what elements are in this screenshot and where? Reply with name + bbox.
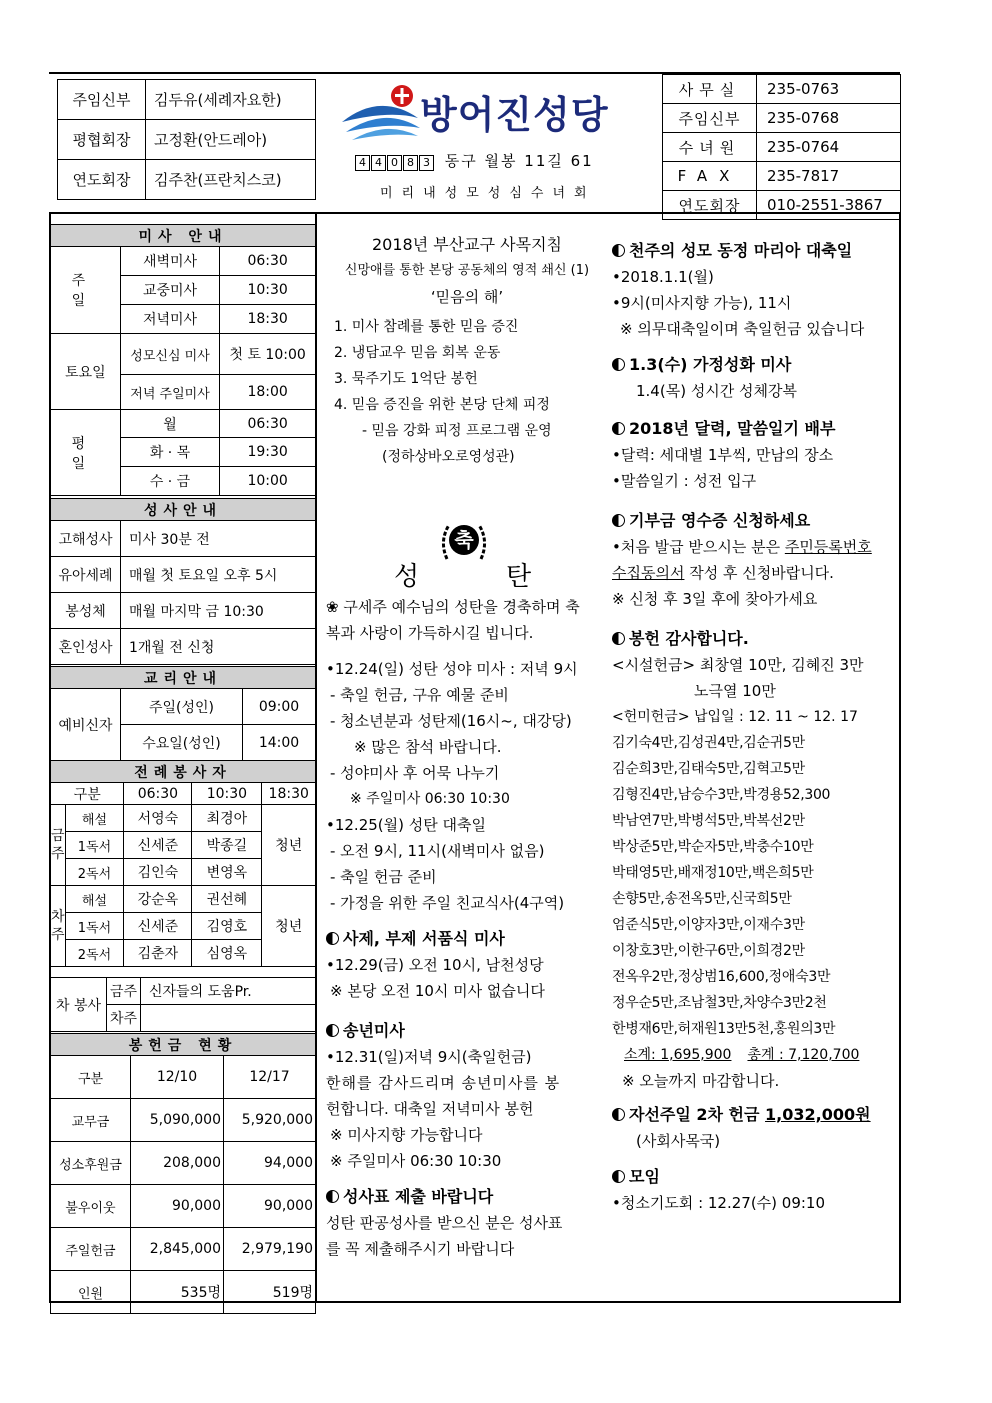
mass-time: 06:30 (220, 410, 316, 438)
offering-item: 교무금 (51, 1099, 131, 1142)
mary-line: •2018.1.1(월) (612, 268, 714, 286)
eve-line: - 청소년분과 성탄제(16시~, 대강당) (330, 712, 572, 730)
catechism-label: 예비신자 (51, 689, 121, 761)
mass-name: 저녁미사 (120, 305, 220, 334)
offering-value: 2,979,190 (224, 1228, 316, 1271)
sacrament-name: 혼인성사 (51, 629, 121, 665)
half-circle-icon (612, 358, 625, 371)
eve-line: •12.24(일) 성탄 성야 미사 : 저녁 9시 (326, 660, 578, 678)
half-circle-icon (326, 932, 339, 945)
donor-line: 김기숙4만,김성권4만,김순귀5만 (612, 735, 805, 751)
servers-person: 김춘자 (124, 940, 192, 967)
sacrament-time: 매월 마지막 금 10:30 (121, 593, 316, 629)
mass-time: 06:30 (220, 247, 316, 276)
sacrament-time: 매월 첫 토요일 오후 5시 (121, 557, 316, 593)
day-line: •12.25(월) 성탄 대축일 (326, 816, 486, 834)
servers-header: 구분 (51, 783, 124, 805)
phone-label: FAX (663, 162, 757, 191)
servers-person: 최경아 (192, 805, 262, 832)
donor-line: 한병재6만,허재원13만5천,홍원의3만 (612, 1021, 836, 1037)
vehicle-table (50, 977, 316, 1032)
pastoral-subtitle: 신망애를 통한 본당 공동체의 영적 쇄신 (1) (344, 263, 590, 278)
half-circle-icon (326, 1024, 339, 1037)
donor-line: 박태영5만,배재정10만,백은희5만 (612, 865, 814, 881)
middle-column-lower (326, 594, 608, 1262)
catechism-table (50, 666, 316, 761)
servers-person: 서영숙 (124, 805, 192, 832)
servers-person: 권선혜 (192, 886, 262, 913)
servers-person: 신세준 (124, 913, 192, 940)
yearend-line: •12.31(일)저녁 9시(축일헌금) (326, 1048, 532, 1066)
priest-line: ※ 본당 오전 10시 미사 없습니다 (330, 982, 545, 1000)
right-column (612, 238, 896, 1216)
phone-number: 235-0768 (757, 104, 901, 133)
half-circle-icon (326, 1190, 339, 1203)
phone-number: 010-2551-3867 (757, 191, 901, 220)
servers-role: 1독서 (65, 832, 124, 859)
servers-header: 06:30 (124, 783, 192, 805)
mass-name: 교중미사 (120, 276, 220, 305)
eve-line: ※ 많은 참석 바랍니다. (354, 738, 502, 756)
receipt-note: ※ 신청 후 3일 후에 찾아가세요 (612, 590, 818, 608)
offering-item: 주일헌금 (51, 1228, 131, 1271)
day-line: - 오전 9시, 11시(새벽미사 없음) (330, 842, 545, 860)
servers-week: 차주 (51, 886, 66, 967)
calendar-title: 2018년 달력, 말씀일기 배부 (629, 419, 836, 438)
facility-line: 노극열 10만 (694, 682, 776, 700)
day-line: - 가정을 위한 주일 친교식사(4구역) (330, 894, 565, 912)
half-circle-icon (612, 632, 625, 645)
servers-person: 신세준 (124, 832, 192, 859)
servers-week: 금주 (51, 805, 66, 886)
servers-evening: 청년 (262, 805, 316, 886)
mass-table (50, 224, 316, 496)
mass-time: 10:00 (220, 467, 316, 496)
phone-label: 사무실 (663, 75, 757, 104)
gift-period: <헌미헌금> 납입일 : 12. 11 ~ 12. 17 (612, 709, 858, 725)
priest-line: •12.29(금) 오전 10시, 남천성당 (326, 956, 544, 974)
staff-name: 고정환(안드레아) (146, 120, 316, 160)
pastoral-year: ‘믿음의 해’ (430, 288, 504, 306)
offering-header: 12/10 (131, 1056, 224, 1099)
yearend-line: 한해를 감사드리며 송년미사를 봉 (326, 1074, 561, 1092)
zip-digit: 8 (403, 155, 418, 171)
phone-label: 주임신부 (663, 104, 757, 133)
servers-header: 10:30 (192, 783, 262, 805)
vehicle-week: 금주 (107, 978, 141, 1005)
catechism-class: 수요일(성인) (121, 725, 243, 761)
vehicle-week: 차주 (107, 1005, 141, 1032)
table-line: 성탄 판공성사를 받으신 분은 성사표 (326, 1214, 563, 1232)
offering-value: 90,000 (224, 1185, 316, 1228)
offering-value: 90,000 (131, 1185, 224, 1228)
half-circle-icon (612, 1170, 625, 1183)
pastoral-title: 2018년 부산교구 사목지침 (372, 235, 562, 254)
charity-sub: (사회사목국) (636, 1132, 721, 1150)
servers-person: 김인숙 (124, 859, 192, 886)
donor-line: 박남연7만,박병석5만,박복선2만 (612, 813, 805, 829)
meeting-line: •청소기도회 : 12.27(수) 09:10 (612, 1194, 826, 1212)
mary-line: •9시(미사지향 가능), 11시 (612, 294, 792, 312)
catechism-time: 14:00 (243, 725, 316, 761)
mass-time: 첫 토 10:00 (220, 334, 316, 375)
phone-number: 235-0763 (757, 75, 901, 104)
mass-day: 주 일 (51, 247, 121, 334)
servers-role: 2독서 (65, 859, 124, 886)
phone-label: 연도회장 (663, 191, 757, 220)
total: 총계 : 7,120,700 (747, 1047, 860, 1063)
half-circle-icon (612, 244, 625, 257)
servers-header: 18:30 (262, 783, 316, 805)
zip-digit: 4 (371, 155, 386, 171)
servers-person: 박종길 (192, 832, 262, 859)
staff-role: 주임신부 (58, 80, 146, 120)
sacrament-table (50, 498, 316, 665)
receipt-line: •처음 발급 받으시는 분은 (612, 538, 785, 556)
church-name: 방어진성당 (420, 93, 609, 137)
pastoral-item: (정하상바오로영성관) (382, 449, 515, 465)
offering-item: 불우이웃 (51, 1185, 131, 1228)
phone-label: 수녀원 (663, 133, 757, 162)
sacrament-time: 미사 30분 전 (121, 521, 316, 557)
phone-number: 235-7817 (757, 162, 901, 191)
staff-table (57, 79, 316, 200)
mass-time: 18:00 (220, 375, 316, 410)
zip-digit: 4 (355, 155, 370, 171)
receipt-title: 기부금 영수증 신청하세요 (629, 511, 811, 530)
sacrament-title: 성사안내 (51, 499, 316, 521)
donor-line: 엄준식5만,이양자3만,이재수3만 (612, 917, 805, 933)
offering-table (50, 1033, 316, 1314)
greeting-line: 복과 사랑이 가득하시길 빕니다. (326, 624, 534, 642)
pastoral-item: 4. 믿음 증진을 위한 본당 단체 피정 (334, 397, 550, 413)
middle-column (326, 232, 608, 470)
offering-header: 12/17 (224, 1056, 316, 1099)
mass-name: 새벽미사 (120, 247, 220, 276)
yearend-line: 헌합니다. 대축일 저녁미사 봉헌 (326, 1100, 534, 1118)
facility-line: <시설헌금> 최창열 10만, 김혜진 3만 (612, 656, 864, 674)
donor-line: 전옥우2만,정상범16,600,정애숙3만 (612, 969, 831, 985)
mary-title: 천주의 성모 동정 마리아 대축일 (629, 241, 853, 260)
table-title: 성사표 제출 바랍니다 (343, 1187, 494, 1206)
receipt-line: 작성 후 신청바랍니다. (684, 564, 834, 582)
mass-name: 성모신심 미사 (120, 334, 220, 375)
mass-time: 10:30 (220, 276, 316, 305)
congrats-mark: 축 (449, 525, 479, 555)
charity-amount: 1,032,000원 (765, 1105, 871, 1124)
zip-digit: 0 (387, 155, 402, 171)
sacrament-name: 고해성사 (51, 521, 121, 557)
offering-value: 519명 (224, 1271, 316, 1314)
pastoral-item: 3. 묵주기도 1억단 봉헌 (334, 371, 478, 387)
sacrament-name: 봉성체 (51, 593, 121, 629)
vehicle-label: 차 봉사 (51, 978, 107, 1032)
servers-role: 해설 (65, 886, 124, 913)
staff-name: 김주찬(프란치스코) (146, 160, 316, 200)
christmas-heading-b: 탄 (506, 562, 532, 592)
servers-table (50, 760, 316, 967)
mass-time: 18:30 (220, 305, 316, 334)
mary-line: ※ 의무대축일이며 축일헌금 있습니다 (620, 320, 865, 338)
offering-value: 2,845,000 (131, 1228, 224, 1271)
vehicle-value: 신자들의 도움Pr. (141, 978, 316, 1005)
donor-line: 김형진4만,남승수3만,박경용52,300 (612, 787, 831, 803)
offering-item: 성소후원금 (51, 1142, 131, 1185)
servers-role: 2독서 (65, 940, 124, 967)
donor-line: 박상준5만,박순자5만,박충수10만 (612, 839, 814, 855)
yearend-line: ※ 미사지향 가능합니다 (330, 1126, 483, 1144)
servers-person: 강순옥 (124, 886, 192, 913)
staff-name: 김두유(세례자요한) (146, 80, 316, 120)
congrats-emblem (437, 515, 491, 569)
meeting-title: 모임 (629, 1167, 660, 1186)
receipt-underlined: 수집동의서 (612, 564, 685, 582)
servers-evening: 청년 (262, 886, 316, 967)
pastoral-item: 2. 냉담교우 믿음 회복 운동 (334, 345, 501, 361)
phone-number: 235-0764 (757, 133, 901, 162)
servers-person: 변영옥 (192, 859, 262, 886)
offering-value: 94,000 (224, 1142, 316, 1185)
calendar-line: •말씀일기 : 성전 입구 (612, 472, 757, 490)
pastoral-item: - 믿음 강화 피정 프로그램 운영 (362, 423, 552, 439)
greeting-line: ❀ 구세주 예수님의 성탄을 경축하며 축 (326, 598, 580, 616)
mass-name: 월 (120, 410, 220, 438)
christmas-heading-a: 성 (394, 562, 420, 592)
donor-line: 정우순5만,조남철3만,차양수3만2천 (612, 995, 827, 1011)
mass-name: 화 · 목 (120, 438, 220, 467)
subtotal: 소계: 1,695,900 (624, 1047, 732, 1063)
offering-value: 208,000 (131, 1142, 224, 1185)
address-text: 동구 월봉 11길 61 (444, 152, 594, 170)
sacrament-time: 1개월 전 신청 (121, 629, 316, 665)
donor-line: 손향5만,송전옥5만,신국희5만 (612, 891, 792, 907)
charity-title: 자선주일 2차 헌금 (629, 1105, 766, 1124)
half-circle-icon (612, 422, 625, 435)
servers-role: 해설 (65, 805, 124, 832)
offering-value: 5,920,000 (224, 1099, 316, 1142)
table-line: 를 꼭 제출해주시기 바랍니다 (326, 1240, 515, 1258)
mass-title: 미사 안내 (51, 225, 316, 247)
half-circle-icon (612, 514, 625, 527)
catechism-title: 교리안내 (51, 667, 316, 689)
mass-name: 수 · 금 (120, 467, 220, 496)
servers-title: 전례봉사자 (51, 761, 316, 783)
catechism-time: 09:00 (243, 689, 316, 725)
donor-line: 김순희3만,김태숙5만,김혁고5만 (612, 761, 805, 777)
eve-line: ※ 주일미사 06:30 10:30 (350, 791, 510, 807)
offering-value: 535명 (131, 1271, 224, 1314)
vehicle-value (141, 1005, 316, 1032)
mass-name: 저녁 주일미사 (120, 375, 220, 410)
catechism-class: 주일(성인) (121, 689, 243, 725)
yearend-line: ※ 주일미사 06:30 10:30 (330, 1152, 502, 1170)
donor-line: 이창호3만,이한구6만,이희경2만 (612, 943, 805, 959)
offering-value: 5,090,000 (131, 1099, 224, 1142)
sacrament-name: 유아세례 (51, 557, 121, 593)
home-title: 1.3(수) 가정성화 미사 (629, 355, 792, 374)
half-circle-icon (612, 1108, 625, 1121)
receipt-underlined: 주민등록번호 (784, 538, 872, 556)
closed-note: ※ 오늘까지 마감합니다. (622, 1072, 780, 1090)
phone-table (662, 74, 901, 220)
servers-person: 심영옥 (192, 940, 262, 967)
servers-role: 1독서 (65, 913, 124, 940)
calendar-line: •달력: 세대별 1부씩, 만남의 장소 (612, 446, 834, 464)
eve-line: - 성야미사 후 어묵 나누기 (330, 764, 500, 782)
servers-person: 김영호 (192, 913, 262, 940)
home-sub: 1.4(목) 성시간 성체강복 (636, 382, 798, 400)
offering-title: 봉헌금 현황 (51, 1034, 316, 1056)
offering-item: 인원 (51, 1271, 131, 1314)
yearend-title: 송년미사 (343, 1021, 405, 1040)
offering-header: 구분 (51, 1056, 131, 1099)
mass-time: 19:30 (220, 438, 316, 467)
mass-day: 평 일 (51, 410, 121, 496)
pastoral-item: 1. 미사 참례를 통한 믿음 증진 (334, 319, 519, 335)
nuns-order: 미리내성모성심수녀회 (380, 186, 596, 201)
zip-digit: 3 (419, 155, 434, 171)
church-address (355, 150, 594, 171)
staff-role: 평협회장 (58, 120, 146, 160)
thanks-title: 봉헌 감사합니다. (629, 629, 749, 648)
eve-line: - 축일 헌금, 구유 예물 준비 (330, 686, 509, 704)
staff-role: 연도회장 (58, 160, 146, 200)
mass-day: 토요일 (51, 334, 121, 410)
day-line: - 축일 헌금 준비 (330, 868, 437, 886)
priest-title: 사제, 부제 서품식 미사 (343, 929, 505, 948)
